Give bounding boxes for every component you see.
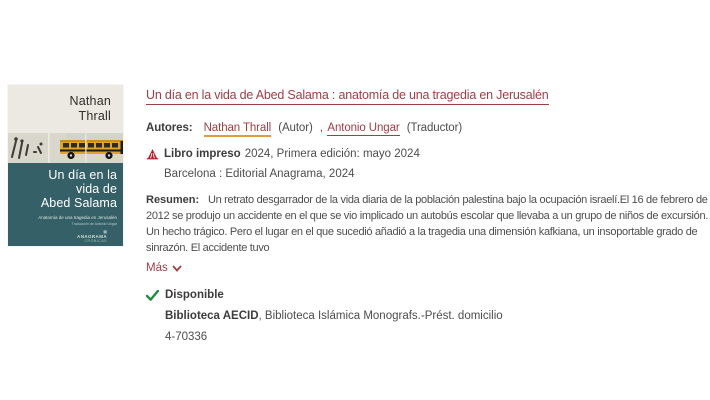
more-toggle[interactable] [146, 262, 182, 274]
cover-author-block [8, 85, 123, 133]
bus-illustration [8, 133, 123, 163]
book-icon [146, 148, 159, 160]
authors-separator: , [319, 122, 323, 134]
library-line [165, 309, 710, 323]
publisher-logo [8, 230, 117, 243]
school-bus-icon [8, 133, 123, 163]
author-role: (Autor) [278, 122, 313, 134]
record-details [146, 85, 710, 343]
book-record [8, 85, 710, 343]
library-name: Biblioteca AECID [165, 310, 259, 322]
cover-subtitle: Anatomía de una tragedia en Jerusalén [38, 215, 117, 220]
anagrama-logo-icon: ▦ [103, 229, 107, 234]
cover-author-line: Thrall [78, 109, 111, 123]
cover-translation-credit: Traducción de Antonio Ungar [71, 222, 117, 226]
availability-section [146, 289, 710, 343]
imprint-line: Barcelona : Editorial Anagrama, 2024 [164, 168, 355, 180]
chevron-down-icon [172, 265, 182, 272]
cover-title-block [8, 163, 123, 246]
record-title-link[interactable]: Un día en la vida de Abed Salama : anatomía de una tragedia en Jerusalén [146, 88, 549, 105]
status-badge: Disponible [165, 289, 224, 301]
collection-name: CRÓNICAS [84, 239, 107, 243]
book-cover-thumbnail[interactable] [8, 85, 123, 246]
cover-title-line: vida de [75, 182, 117, 196]
call-number: 4-70336 [165, 331, 208, 343]
publisher-name: ANAGRAMA [77, 234, 107, 239]
authors-label: Autores: [146, 122, 193, 134]
check-icon [146, 290, 159, 301]
more-label: Más [146, 262, 168, 274]
summary-block [146, 192, 710, 256]
format-label: Libro impreso [164, 148, 241, 160]
format-details: 2024, Primera edición: mayo 2024 [244, 148, 420, 160]
cover-author-line: Nathan [69, 94, 111, 108]
format-line [146, 147, 710, 161]
translator-link[interactable]: Antonio Ungar [327, 122, 400, 134]
cover-title-line: Abed Salama [40, 196, 117, 210]
location-detail: , Biblioteca Islámica Monografs.-Prést. domicilio [258, 310, 503, 322]
summary-label: Resumen: [146, 194, 200, 206]
cover-title-line: Un día en la [48, 168, 117, 182]
availability-status-line [146, 289, 710, 301]
translator-role: (Traductor) [406, 122, 463, 134]
authors-line [146, 121, 710, 135]
author-link[interactable]: Nathan Thrall [204, 122, 272, 137]
summary-text: Un retrato desgarrador de la vida diaria de la población palestina bajo la ocupación israelí.El 16 de febrero de 2012 se produjo un accidente en el que se vio implicado un autobús escolar que llevaba a un grupo de niños de excursión. Un hecho trágico. Pero el lugar en el que sucedió añadió a la tragedia una dimensión kafkiana, un insoportable grado de sinrazón. El accidente tuvo [146, 194, 709, 254]
